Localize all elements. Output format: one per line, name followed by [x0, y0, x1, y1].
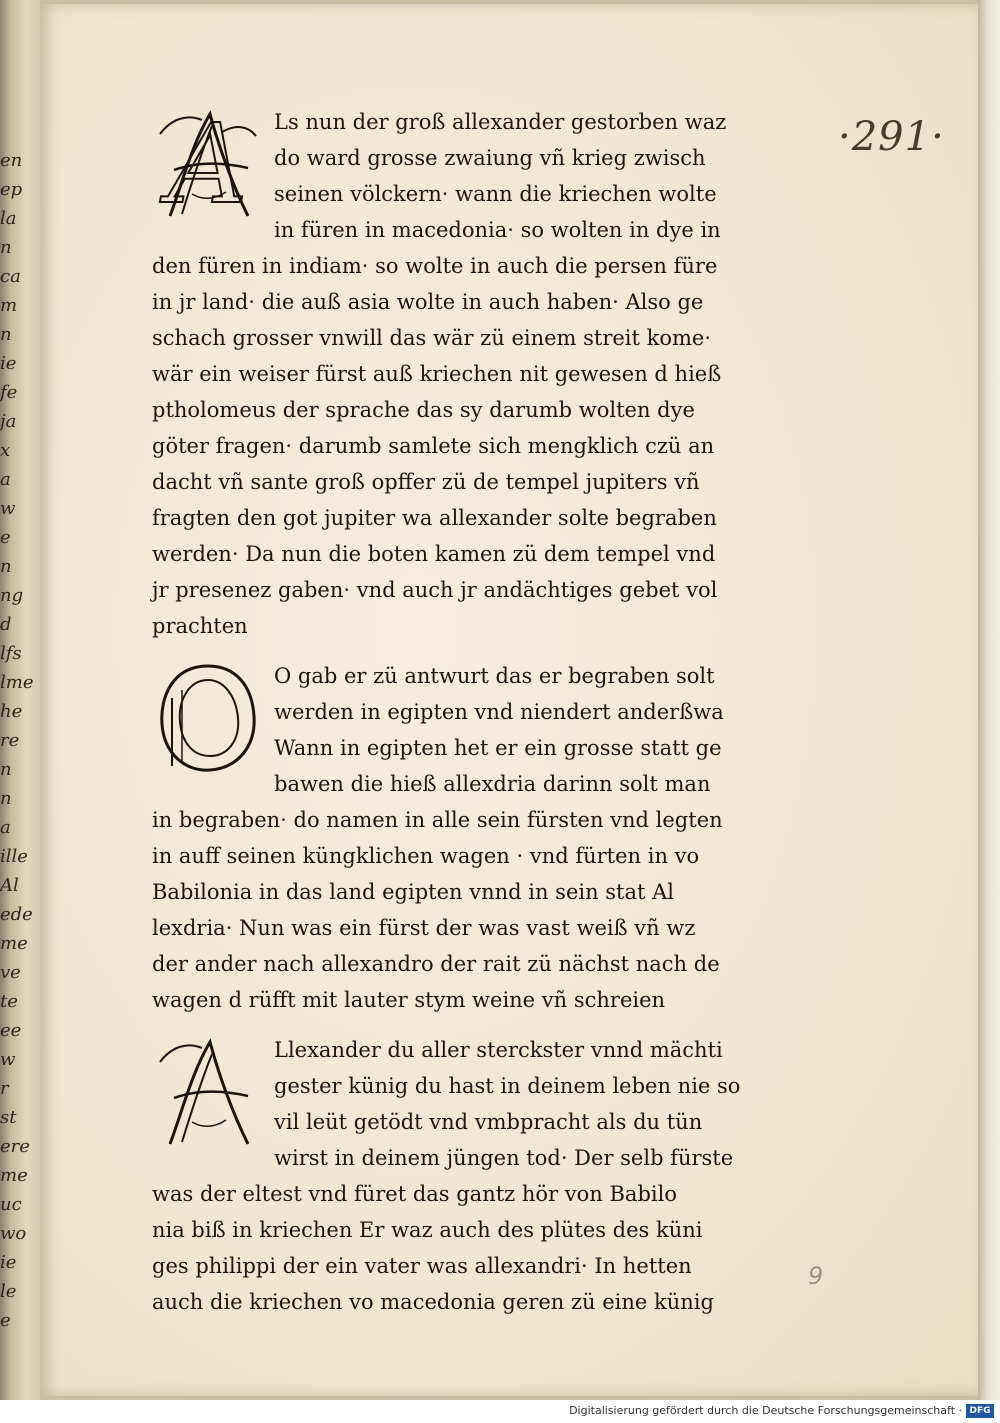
text-line: der ander nach allexandro der rait zü nächst nach de — [152, 952, 720, 976]
margin-fragment: me — [0, 933, 28, 954]
text-line: vil leüt getödt vnd vmbpracht als du tün — [274, 1110, 703, 1134]
text-line: ges philippi der ein vater was allexandri· In hetten — [152, 1254, 692, 1278]
margin-fragment: e — [0, 1310, 11, 1331]
text-line: Ls nun der groß allexander gestorben waz — [274, 110, 727, 134]
margin-fragment: d — [0, 614, 12, 635]
paragraph-2 — [152, 658, 832, 1018]
margin-fragment: ja — [0, 411, 17, 432]
text-line: in füren in macedonia· so wolten in dye in — [274, 218, 721, 242]
text-line: in begraben· do namen in alle sein fürsten vnd legten — [152, 808, 723, 832]
margin-fragment: ie — [0, 353, 17, 374]
initial-letter: A — [168, 100, 248, 228]
margin-fragment: ng — [0, 585, 24, 606]
text-line: in jr land· die auß asia wolte in auch haben· Also ge — [152, 290, 704, 314]
decorated-initial-a — [152, 1032, 264, 1152]
margin-fragment: Al — [0, 875, 19, 896]
margin-fragment: he — [0, 701, 23, 722]
sheet-mark: 9 — [808, 1262, 824, 1290]
margin-fragment: le — [0, 1281, 17, 1302]
margin-fragment: ve — [0, 962, 21, 983]
text-line: jr presenez gaben· vnd auch jr andächtiges gebet vol — [152, 578, 718, 602]
margin-fragment: ee — [0, 1020, 22, 1041]
dfg-logo: DFG — [966, 1404, 994, 1418]
margin-fragment: e — [0, 527, 11, 548]
text-line: do ward grosse zwaiung vñ krieg zwisch — [274, 146, 706, 170]
text-block — [152, 100, 832, 1320]
margin-fragment: ca — [0, 266, 21, 287]
text-line: O gab er zü antwurt das er begraben solt — [274, 664, 715, 688]
margin-fragment: uc — [0, 1194, 22, 1215]
margin-fragment: te — [0, 991, 18, 1012]
text-line: Llexander du aller sterckster vnnd mächti — [274, 1038, 723, 1062]
decorated-initial-o — [152, 658, 264, 778]
text-line: dacht vñ sante groß opffer zü de tempel jupiters vñ — [152, 470, 700, 494]
text-line: göter fragen· darumb samlete sich mengklich czü an — [152, 434, 715, 458]
margin-fragment: w — [0, 1049, 16, 1070]
page-edge-right — [978, 0, 1000, 1400]
funding-note: Digitalisierung gefördert durch die Deutsche Forschungsgemeinschaft · — [569, 1404, 962, 1417]
text-line: was der eltest vnd füret das gantz hör von Babilo — [152, 1182, 677, 1206]
margin-fragment: re — [0, 730, 20, 751]
text-line: Babilonia in das land egipten vnnd in sein stat Al — [152, 880, 675, 904]
text-line: Wann in egipten het er ein grosse statt ge — [274, 736, 722, 760]
margin-fragment: r — [0, 1078, 9, 1099]
margin-fragment: n — [0, 324, 12, 345]
text-line: gester künig du hast in deinem leben nie so — [274, 1074, 741, 1098]
initial-letter — [152, 658, 264, 778]
initial-letter — [152, 1032, 264, 1152]
margin-fragment: wo — [0, 1223, 27, 1244]
margin-fragment: n — [0, 556, 12, 577]
margin-fragment: w — [0, 498, 16, 519]
margin-fragment: fe — [0, 382, 18, 403]
text-line: werden· Da nun die boten kamen zü dem tempel vnd — [152, 542, 716, 566]
text-line: seinen völckern· wann die kriechen wolte — [274, 182, 717, 206]
paragraph-3 — [152, 1032, 832, 1320]
text-line: nia biß in kriechen Er waz auch des plütes des küni — [152, 1218, 703, 1242]
margin-fragment: st — [0, 1107, 17, 1128]
margin-fragment: ille — [0, 846, 28, 867]
text-line: schach grosser vnwill das wär zü einem streit kome· — [152, 326, 712, 350]
text-line: den füren in indiam· so wolte in auch die persen füre — [152, 254, 718, 278]
margin-fragment: ep — [0, 179, 23, 200]
margin-fragment: ede — [0, 904, 33, 925]
decorated-initial-a — [152, 100, 264, 228]
margin-fragment: x — [0, 440, 11, 461]
margin-fragment: lme — [0, 672, 34, 693]
facing-page-edge — [0, 0, 40, 1400]
margin-fragment: ie — [0, 1252, 17, 1273]
margin-fragment: en — [0, 150, 23, 171]
folio-number: ·291· — [838, 114, 945, 160]
margin-fragment: ere — [0, 1136, 30, 1157]
text-line: wagen d rüfft mit lauter stym weine vñ schreien — [152, 988, 666, 1012]
margin-fragment: n — [0, 237, 12, 258]
margin-fragment: lfs — [0, 643, 22, 664]
text-line: auch die kriechen vo macedonia geren zü eine künig — [152, 1290, 714, 1314]
margin-fragment: a — [0, 469, 11, 490]
margin-fragment: la — [0, 208, 17, 229]
margin-fragment: n — [0, 788, 12, 809]
text-line: wär ein weiser fürst auß kriechen nit gewesen d hieß — [152, 362, 722, 386]
text-line: fragten den got jupiter wa allexander solte begraben — [152, 506, 717, 530]
text-line: prachten — [152, 614, 248, 638]
margin-fragment: n — [0, 759, 12, 780]
paragraph-1 — [152, 100, 832, 644]
margin-fragment: m — [0, 295, 18, 316]
text-line: in auff seinen küngklichen wagen · vnd fürten in vo — [152, 844, 700, 868]
text-line: werden in egipten vnd niendert anderßwa — [274, 700, 724, 724]
margin-fragment: me — [0, 1165, 28, 1186]
text-line: wirst in deinem jüngen tod· Der selb fürste — [274, 1146, 734, 1170]
text-line: bawen die hieß allexdria darinn solt man — [274, 772, 711, 796]
text-line: ptholomeus der sprache das sy darumb wolten dye — [152, 398, 695, 422]
text-line: lexdria· Nun was ein fürst der was vast weiß vñ wz — [152, 916, 696, 940]
margin-fragment: a — [0, 817, 11, 838]
